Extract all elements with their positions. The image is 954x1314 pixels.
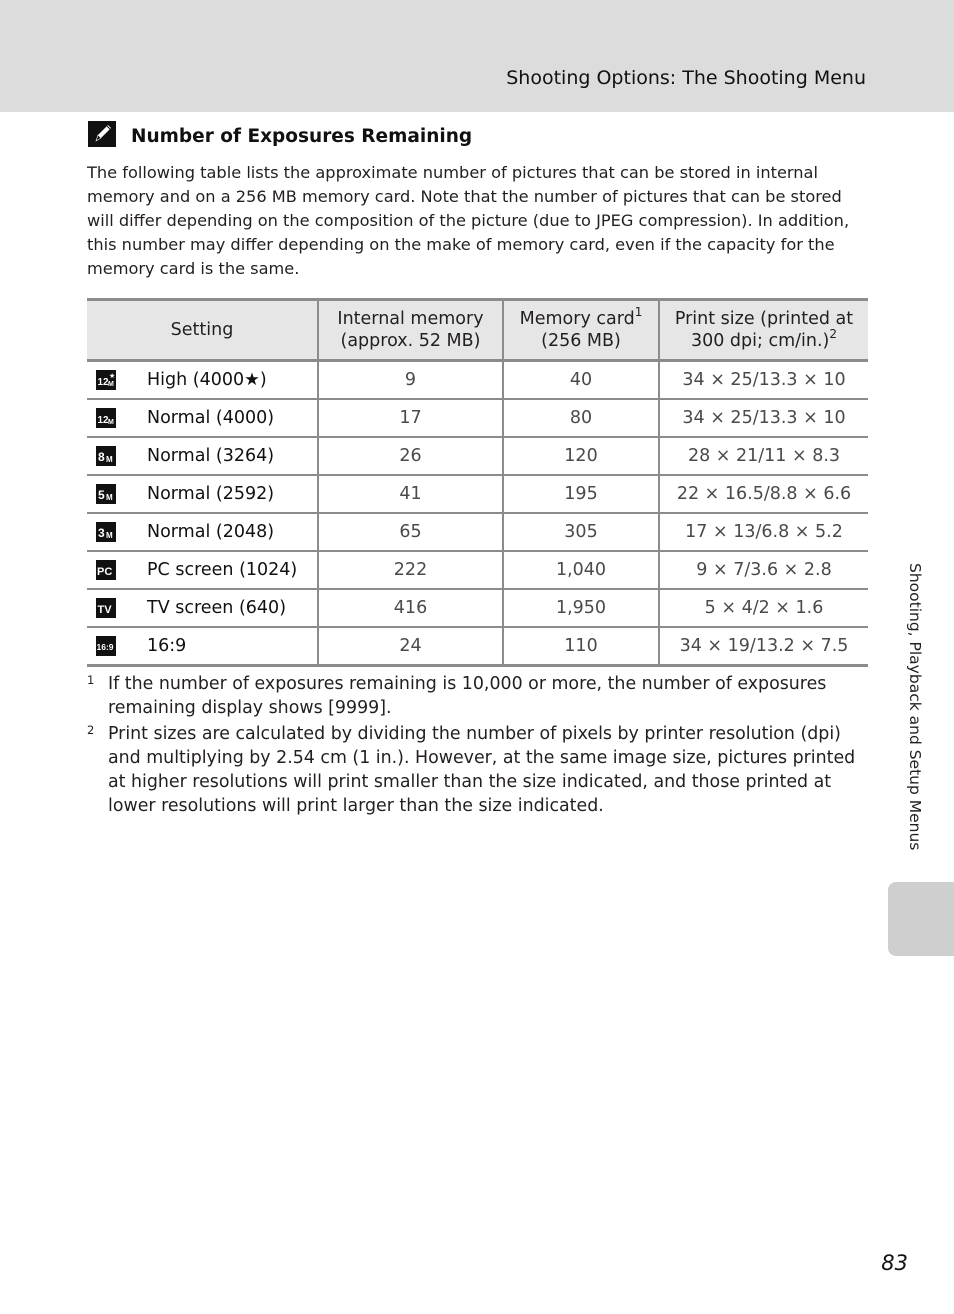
memory-card-cell: 110	[503, 627, 659, 666]
memory-card-cell: 40	[503, 361, 659, 400]
chapter-side-label: Shooting, Playback and Setup Menus	[906, 563, 924, 851]
print-size-cell: 28 × 21/11 × 8.3	[659, 437, 868, 475]
svg-text:5: 5	[98, 488, 105, 502]
print-size-cell: 22 × 16.5/8.8 × 6.6	[659, 475, 868, 513]
setting-cell: 12 M Normal (4000)	[87, 399, 318, 437]
table-row	[87, 361, 868, 400]
page-number: 83	[881, 1251, 908, 1275]
internal-memory-cell: 26	[318, 437, 503, 475]
image-mode-tv-icon	[96, 598, 116, 618]
page-header-title: Shooting Options: The Shooting Menu	[506, 67, 866, 89]
footnote-1	[87, 672, 869, 720]
footnote-mark: 1	[87, 673, 95, 687]
header-band	[0, 0, 954, 112]
print-size-cell: 34 × 25/13.3 × 10	[659, 361, 868, 400]
svg-text:12: 12	[97, 415, 109, 426]
table-row	[87, 437, 868, 475]
image-mode-3m-icon	[96, 522, 116, 542]
footnotes	[87, 672, 869, 820]
exposures-table	[87, 298, 868, 667]
chapter-tab	[888, 882, 954, 956]
svg-text:M: M	[106, 455, 113, 464]
print-size-cell: 34 × 25/13.3 × 10	[659, 399, 868, 437]
svg-text:12: 12	[97, 377, 109, 388]
svg-text:PC: PC	[97, 566, 113, 578]
svg-text:M: M	[108, 381, 114, 388]
header-internal-memory: Internal memory (approx. 52 MB)	[318, 300, 503, 361]
image-mode-12m-star-icon	[96, 370, 116, 390]
internal-memory-cell: 416	[318, 589, 503, 627]
pencil-note-icon	[88, 121, 116, 147]
setting-cell: 8 M Normal (3264)	[87, 437, 318, 475]
table-header-row	[87, 300, 868, 361]
image-mode-pc-icon	[96, 560, 116, 580]
svg-text:M: M	[108, 419, 114, 426]
image-mode-12m-icon	[96, 408, 116, 428]
memory-card-cell: 80	[503, 399, 659, 437]
print-size-cell: 17 × 13/6.8 × 5.2	[659, 513, 868, 551]
setting-cell: PC PC screen (1024)	[87, 551, 318, 589]
print-size-cell: 34 × 19/13.2 × 7.5	[659, 627, 868, 666]
internal-memory-cell: 9	[318, 361, 503, 400]
memory-card-cell: 120	[503, 437, 659, 475]
memory-card-cell: 195	[503, 475, 659, 513]
svg-text:8: 8	[98, 450, 105, 464]
internal-memory-cell: 222	[318, 551, 503, 589]
setting-cell: 12 M ★ High (4000★)	[87, 361, 318, 400]
svg-text:★: ★	[109, 372, 116, 380]
internal-memory-cell: 24	[318, 627, 503, 666]
memory-card-cell: 1,040	[503, 551, 659, 589]
svg-text:M: M	[106, 493, 113, 502]
table-row	[87, 551, 868, 589]
image-mode-5m-icon	[96, 484, 116, 504]
table-row	[87, 589, 868, 627]
table-row	[87, 627, 868, 666]
memory-card-cell: 1,950	[503, 589, 659, 627]
footnote-text: Print sizes are calculated by dividing the number of pixels by printer resolution (dpi) and multiplying by 2.54 cm (1 in.). However, at the same image size, pictures printed at higher resolutions will print smaller than the size indicated, and those printed at lower resolutions will print larger than the size indicated.	[108, 724, 856, 816]
svg-text:M: M	[106, 531, 113, 540]
print-size-cell: 5 × 4/2 × 1.6	[659, 589, 868, 627]
footnote-text: If the number of exposures remaining is 10,000 or more, the number of exposures remaining display shows [9999].	[108, 674, 827, 718]
header-memory-card: Memory card$^1$ (256 MB)	[503, 300, 659, 361]
internal-memory-cell: 17	[318, 399, 503, 437]
internal-memory-cell: 65	[318, 513, 503, 551]
table-row	[87, 399, 868, 437]
internal-memory-cell: 41	[318, 475, 503, 513]
svg-text:TV: TV	[97, 604, 112, 616]
header-print-size: Print size (printed at 300 dpi; cm/in.)$^2$	[659, 300, 868, 361]
image-mode-16-9-icon	[96, 636, 116, 656]
header-setting: Setting	[87, 300, 318, 361]
svg-text:16:9: 16:9	[96, 642, 114, 652]
table-row	[87, 475, 868, 513]
memory-card-cell: 305	[503, 513, 659, 551]
setting-cell: TV TV screen (640)	[87, 589, 318, 627]
setting-cell: 5 M Normal (2592)	[87, 475, 318, 513]
footnote-2	[87, 722, 869, 818]
setting-cell: 3 M Normal (2048)	[87, 513, 318, 551]
setting-cell: 16:9 16:9	[87, 627, 318, 666]
section-heading: Number of Exposures Remaining	[131, 126, 473, 147]
svg-text:3: 3	[98, 526, 105, 540]
footnote-mark: 2	[87, 723, 95, 737]
table-row	[87, 513, 868, 551]
intro-paragraph: The following table lists the approximate number of pictures that can be stored in internal memory and on a 256 MB memory card. Note that the number of pictures that can be stored will differ depending on the composition of the picture (due to JPEG compression). In addition, this number may differ depending on the make of memory card, even if the capacity for the memory card is the same.	[87, 163, 850, 278]
image-mode-8m-icon	[96, 446, 116, 466]
print-size-cell: 9 × 7/3.6 × 2.8	[659, 551, 868, 589]
